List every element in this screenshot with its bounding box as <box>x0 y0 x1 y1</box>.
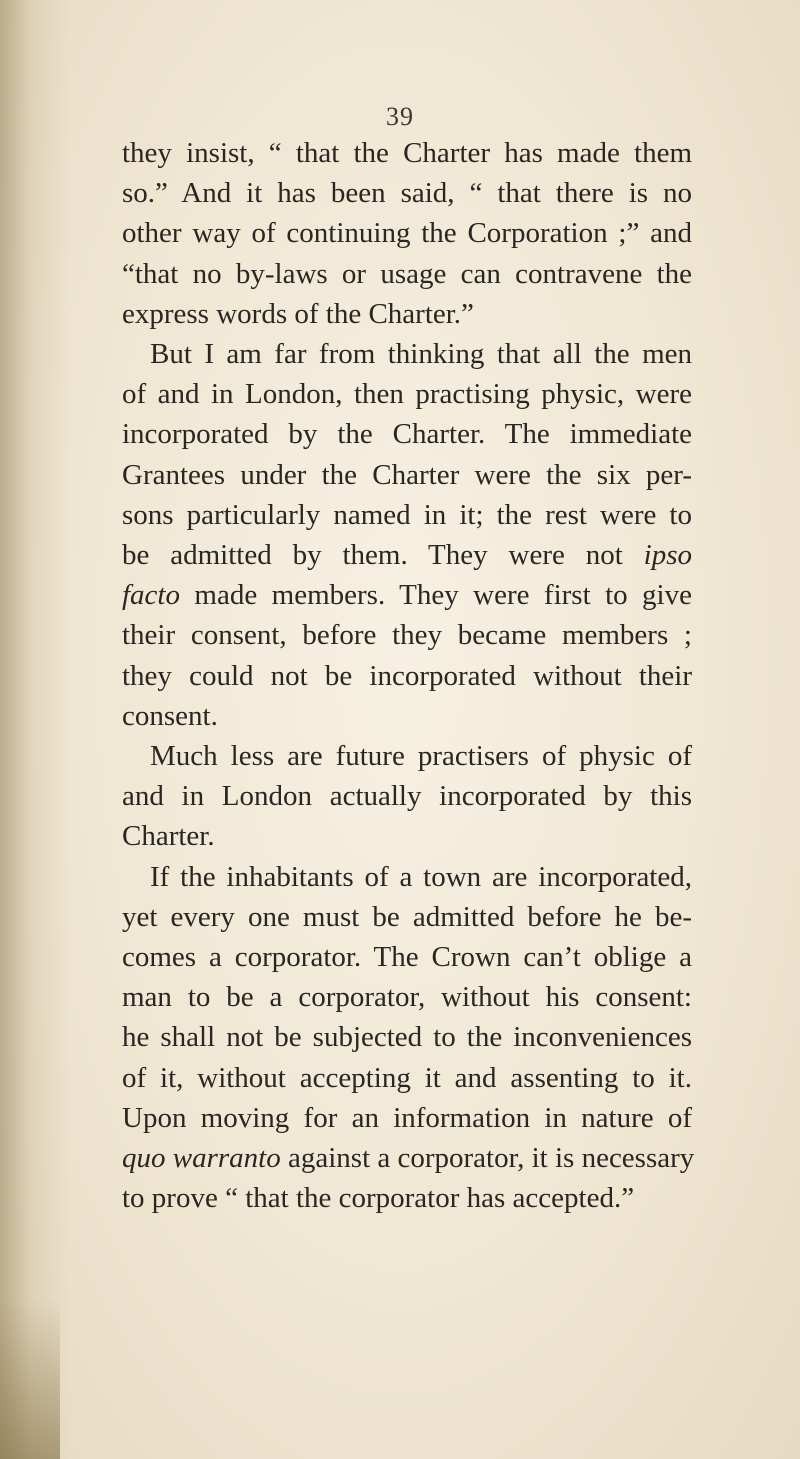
text-line: he shall not be subjected to the inconveniences <box>122 1021 692 1054</box>
text-line: incorporated by the Charter. The immediate <box>122 418 692 451</box>
text-line-italic: quo warranto against a corporator, it is necessary <box>122 1142 695 1175</box>
page-number: 39 <box>386 102 414 131</box>
text-line: sons particularly named in it; the rest were to <box>122 498 692 531</box>
text-line: and in London actually incorporated by this <box>122 780 692 813</box>
paragraph-1 <box>122 133 692 334</box>
text-line: “that no by-laws or usage can contravene the <box>122 257 692 290</box>
text-line: Upon moving for an information in nature of <box>122 1101 692 1134</box>
text-line: Much less are future practisers of physic of <box>150 740 692 773</box>
text-line: their consent, before they became members ; <box>122 619 692 652</box>
text-line: of and in London, then practising physic, were <box>122 378 692 411</box>
body-text <box>122 133 695 1218</box>
text-line: they insist, “ that the Charter has made them <box>122 137 692 169</box>
text-line: they could not be incorporated without their <box>122 659 692 692</box>
paragraph-4 <box>122 857 695 1219</box>
paragraph-3 <box>122 736 692 857</box>
text-line-italic: be admitted by them. They were not ipso <box>122 539 692 572</box>
text-line: If the inhabitants of a town are incorporated, <box>150 860 692 893</box>
text-line: express words of the Charter.” <box>122 297 474 330</box>
text-line: consent. <box>122 699 218 732</box>
text-line: to prove “ that the corporator has accepted.” <box>122 1182 635 1215</box>
page-edge-shadow <box>0 0 70 1459</box>
text-line: Charter. <box>122 820 215 853</box>
text-line: yet every one must be admitted before he be- <box>122 900 692 933</box>
text-line: man to be a corporator, without his consent: <box>122 981 692 1014</box>
page-corner-stain <box>0 1299 60 1459</box>
text-line: so.” And it has been said, “ that there is no <box>122 177 692 210</box>
paragraph-2 <box>122 334 692 736</box>
text-line: other way of continuing the Corporation ;” and <box>122 217 692 250</box>
text-line: But I am far from thinking that all the men <box>150 338 692 371</box>
text-line-italic: facto made members. They were first to give <box>122 579 692 612</box>
text-line: comes a corporator. The Crown can’t oblige a <box>122 941 692 974</box>
text-line: of it, without accepting it and assenting to it. <box>122 1061 692 1094</box>
text-line: Grantees under the Charter were the six per- <box>122 458 692 491</box>
